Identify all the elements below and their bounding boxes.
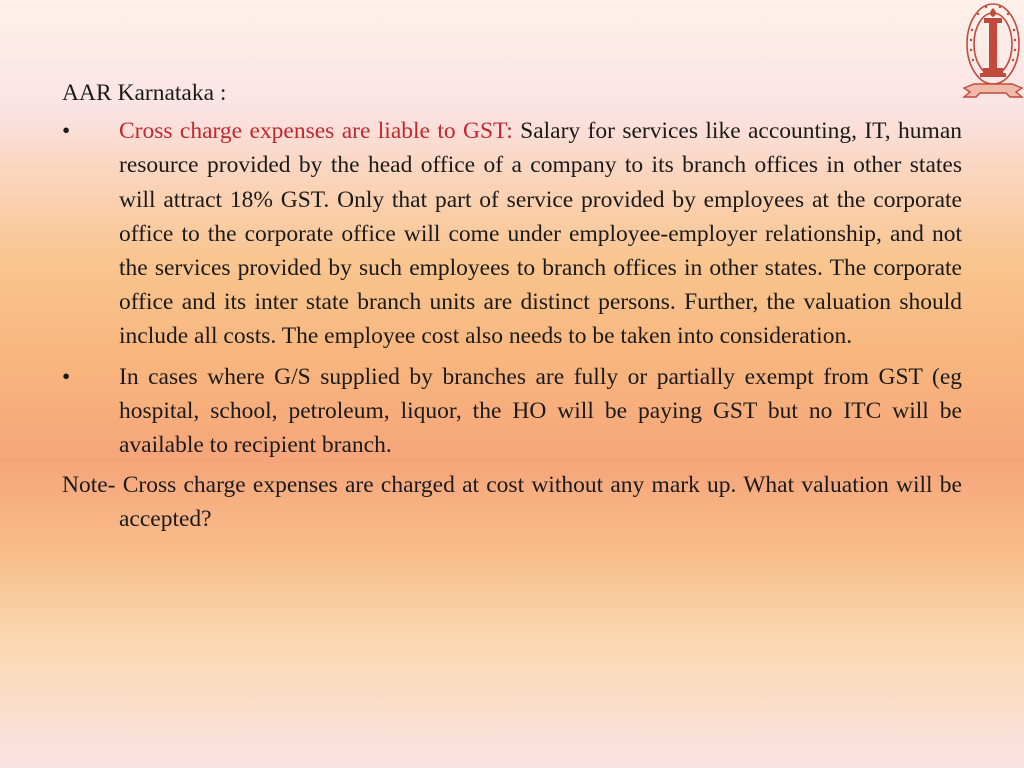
note-text: Note- Cross charge expenses are charged at cost without any mark up. What valuation will be accepted? xyxy=(62,472,962,533)
bullet-highlight: Cross charge expenses are liable to GST: xyxy=(119,118,513,145)
bullet-text xyxy=(119,114,962,353)
slide-content xyxy=(62,76,962,537)
bullet-symbol: • xyxy=(62,118,71,145)
institute-seal-icon xyxy=(962,0,1024,104)
bullet-item xyxy=(62,114,962,353)
bullet-symbol: • xyxy=(62,363,71,390)
bullet-body: In cases where G/S supplied by branches are fully or partially exempt from GST (eg hospital, school, petroleum, liquor, the HO will be paying GST but no ITC will be available to recipient branch. xyxy=(119,363,962,459)
bullet-body: Salary for services like accounting, IT, human resource provided by the head office of a company to its branch offices in other states will attract 18% GST. Only that part of service provided by employees at the corporate office to the corporate office will come under employee-employer relationship, and not the services provided by such employees to branch offices in other states. The corporate office and its inter state branch units are distinct persons. Further, the valuation should include all costs. The employee cost also needs to be taken into consideration. xyxy=(119,118,962,350)
slide-heading: AAR Karnataka : xyxy=(62,80,227,106)
bullet-item xyxy=(62,360,962,463)
bullet-text xyxy=(119,360,962,463)
